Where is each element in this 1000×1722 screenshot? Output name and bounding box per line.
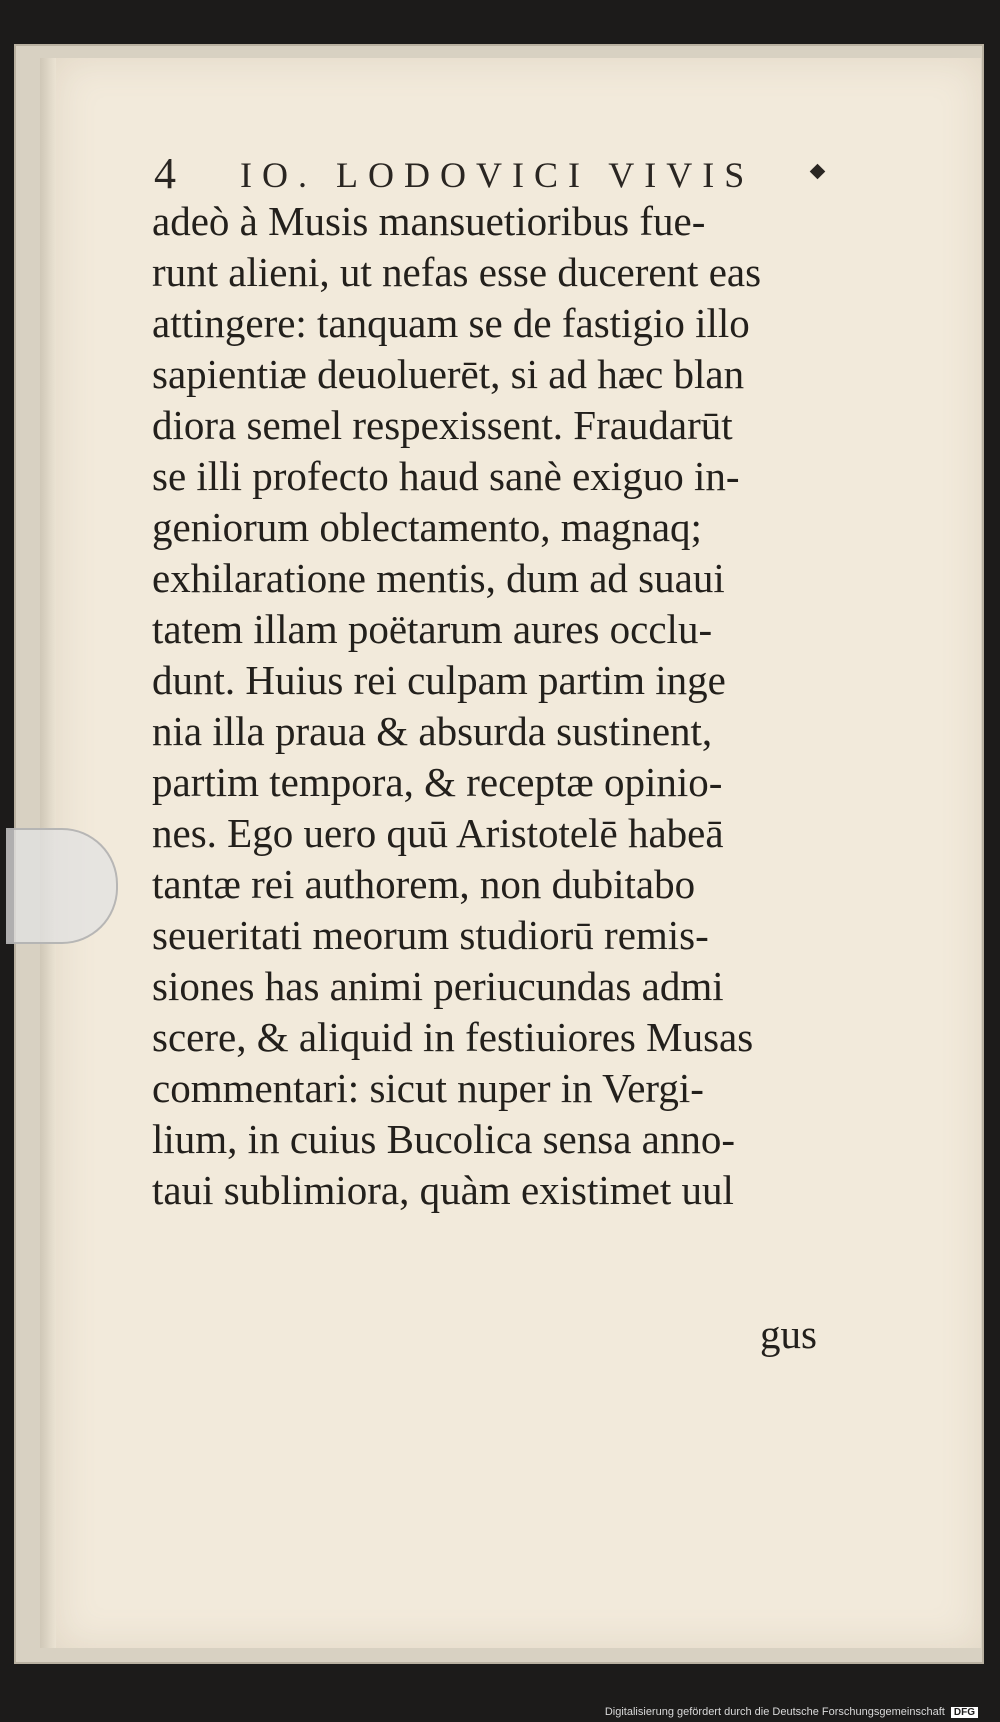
text-line: sapientiæ deuoluerēt, si ad hæc blan [152,351,745,397]
text-line: siones has animi periucundas admi [152,963,724,1009]
page-clip [6,828,118,944]
text-line: nes. Ego uero quū Aristotelē habeā [152,810,724,856]
text-line: attingere: tanquam se de fastigio illo [152,300,750,346]
text-line: taui sublimiora, quàm existimet uul [152,1167,734,1213]
text-line: runt alieni, ut nefas esse ducerent eas [152,249,762,295]
text-line: commentari: sicut nuper in Vergi- [152,1065,704,1111]
text-line: adeò à Musis mansuetioribus fue- [152,198,706,244]
digitization-credit [605,1706,978,1718]
header-ornament-icon [810,164,826,180]
text-line: partim tempora, & receptæ opinio- [152,759,723,805]
dfg-logo: DFG [951,1707,978,1718]
running-head: IO. LODOVICI VIVIS [240,155,755,195]
text-line: tatem illam poëtarum aures occlu- [152,606,713,652]
text-line: nia illa praua & absurda sustinent, [152,708,713,754]
text-line: lium, in cuius Bucolica sensa anno- [152,1116,735,1162]
text-line: diora semel respexissent. Fraudarūt [152,402,733,448]
page-header [148,148,838,198]
folio-number: 4 [154,149,176,198]
catchword: gus [760,1311,817,1357]
text-line: dunt. Huius rei culpam partim inge [152,657,726,703]
text-line: tantæ rei authorem, non dubitabo [152,861,696,907]
text-line: se illi profecto haud sanè exiguo in- [152,453,740,499]
text-line: seueritati meorum studiorū remis- [152,912,709,958]
body-text [152,196,842,1216]
credit-text: Digitalisierung gefördert durch die Deutsche Forschungsgemeinschaft [604,1706,945,1718]
text-line: geniorum oblectamento, magnaq; [152,504,702,550]
text-line: exhilaratione mentis, dum ad suaui [152,555,725,601]
text-line: scere, & aliquid in festiuiores Musas [152,1014,754,1060]
